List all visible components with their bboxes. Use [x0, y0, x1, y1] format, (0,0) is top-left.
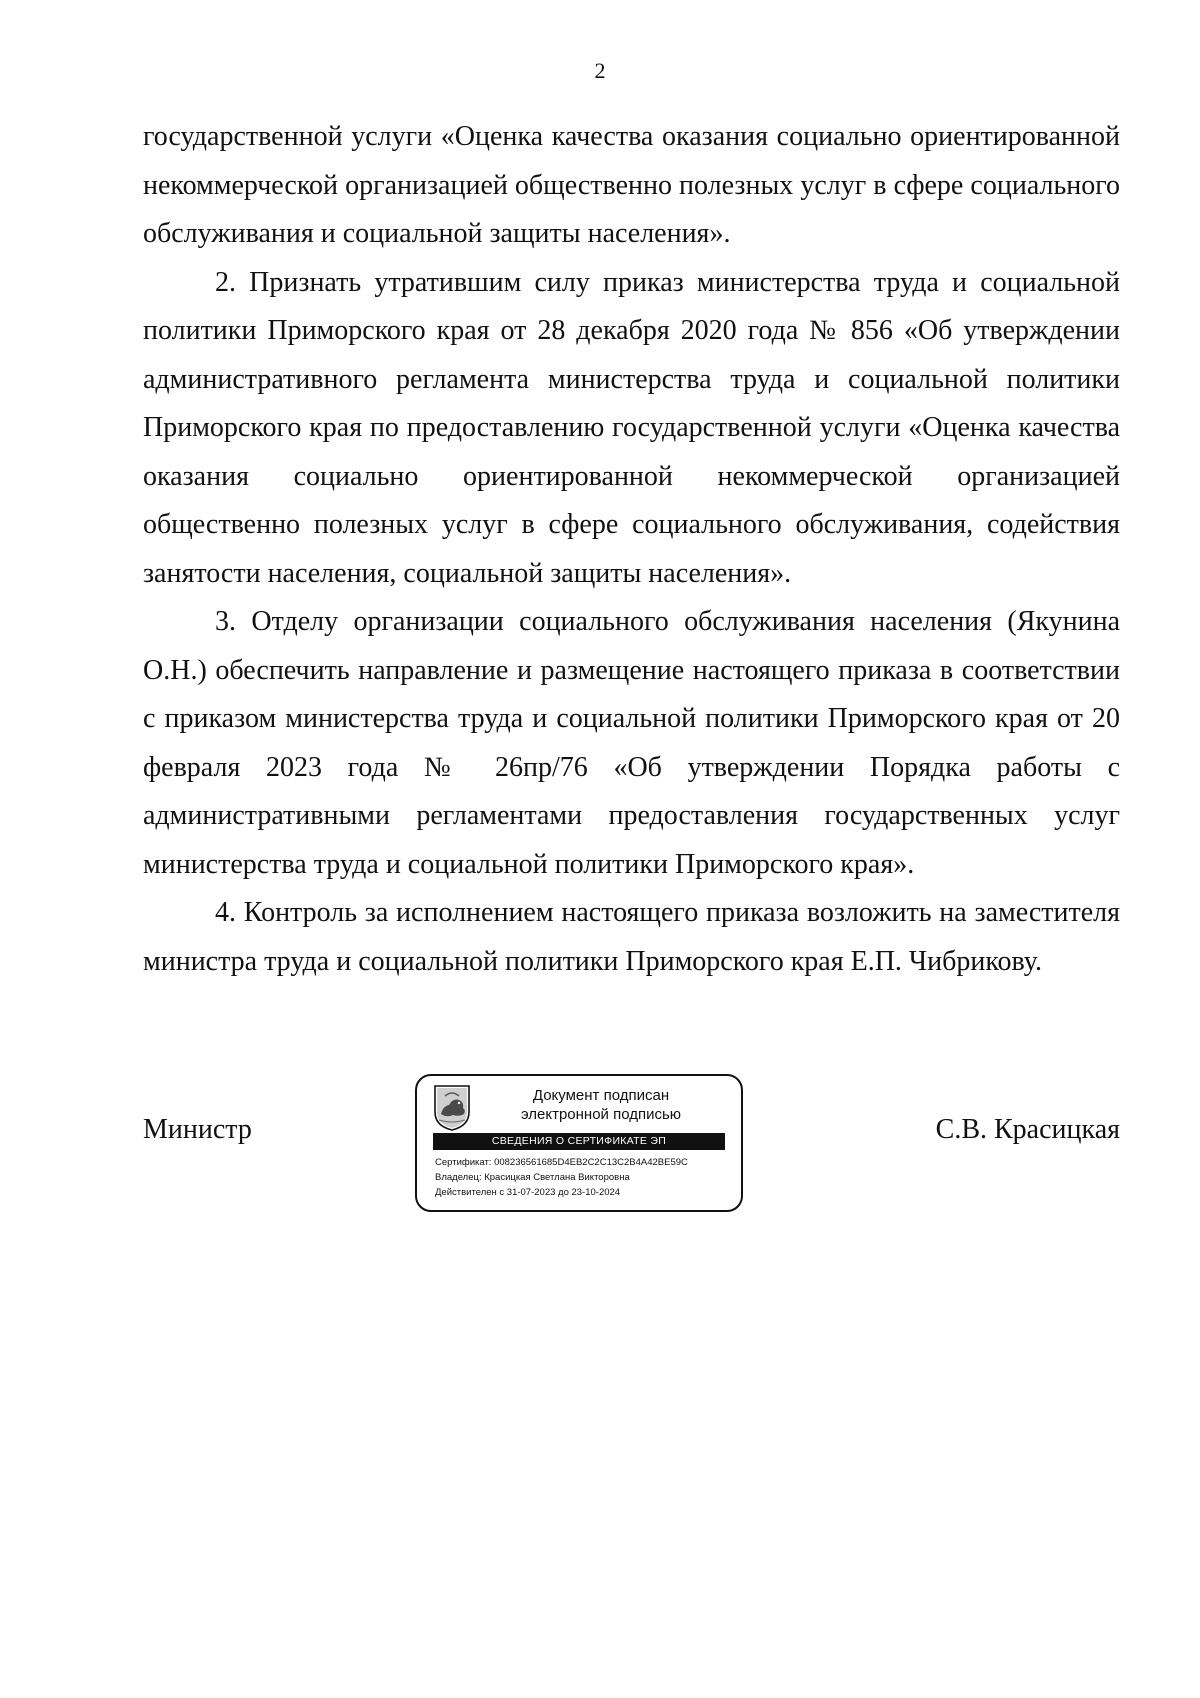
- certificate-number: Сертификат: 008236561685D4EB2C2C13C2B4A42BE59C: [435, 1157, 688, 1168]
- stamp-heading: [481, 1086, 721, 1124]
- paragraph-continuation: государственной услуги «Оценка качества оказания социально ориентированной некоммерческой организацией общественно полезных услуг в сфере социального обслуживания и социальной защиты населения».: [143, 121, 1120, 249]
- electronic-signature-stamp: [415, 1074, 743, 1212]
- certificate-validity: Действителен с 31-07-2023 до 23-10-2024: [435, 1187, 621, 1198]
- stamp-heading-line-1: Документ подписан: [532, 1087, 670, 1104]
- paragraph-item-2: 2. Признать утратившим силу приказ министерства труда и социальной политики Приморского края от 28 декабря 2020 года № 856 «Об утверждении административного регламента министерства труда и социальной политики Приморского края по предоставлению государственной услуги «Оценка качества оказания социально ориентированной некоммерческой организацией общественно полезных услуг в сфере социального обслуживания, содействия занятости населения, социальной защиты населения».: [143, 266, 1120, 589]
- certificate-info-bar: СВЕДЕНИЯ О СЕРТИФИКАТЕ ЭП: [433, 1133, 725, 1150]
- signer-name: С.В. Красицкая: [935, 1114, 1120, 1145]
- page-number: 2: [594, 58, 606, 83]
- stamp-heading-line-2: электронной подписью: [520, 1106, 682, 1123]
- certificate-owner: Владелец: Красицкая Светлана Викторовна: [435, 1172, 630, 1183]
- paragraph-item-4: 4. Контроль за исполнением настоящего приказа возложить на заместителя министра труда и социальной политики Приморского края Е.П. Чибрикову.: [143, 897, 1120, 977]
- paragraph-item-3: 3. Отделу организации социального обслуживания населения (Якунина О.Н.) обеспечить направление и размещение настоящего приказа в соответствии с приказом министерства труда и социальной политики Приморского края от 20 февраля 2023 года № 26пр/76 «Об утверждении Порядка работы с административными регламентами предоставления государственных услуг министерства труда и социальной политики Приморского края».: [143, 606, 1120, 880]
- signer-position: Министр: [143, 1114, 252, 1145]
- coat-of-arms-icon: [433, 1084, 471, 1132]
- document-body: [143, 113, 1120, 986]
- certificate-details: [435, 1155, 735, 1200]
- signature-block: [143, 1074, 1120, 1216]
